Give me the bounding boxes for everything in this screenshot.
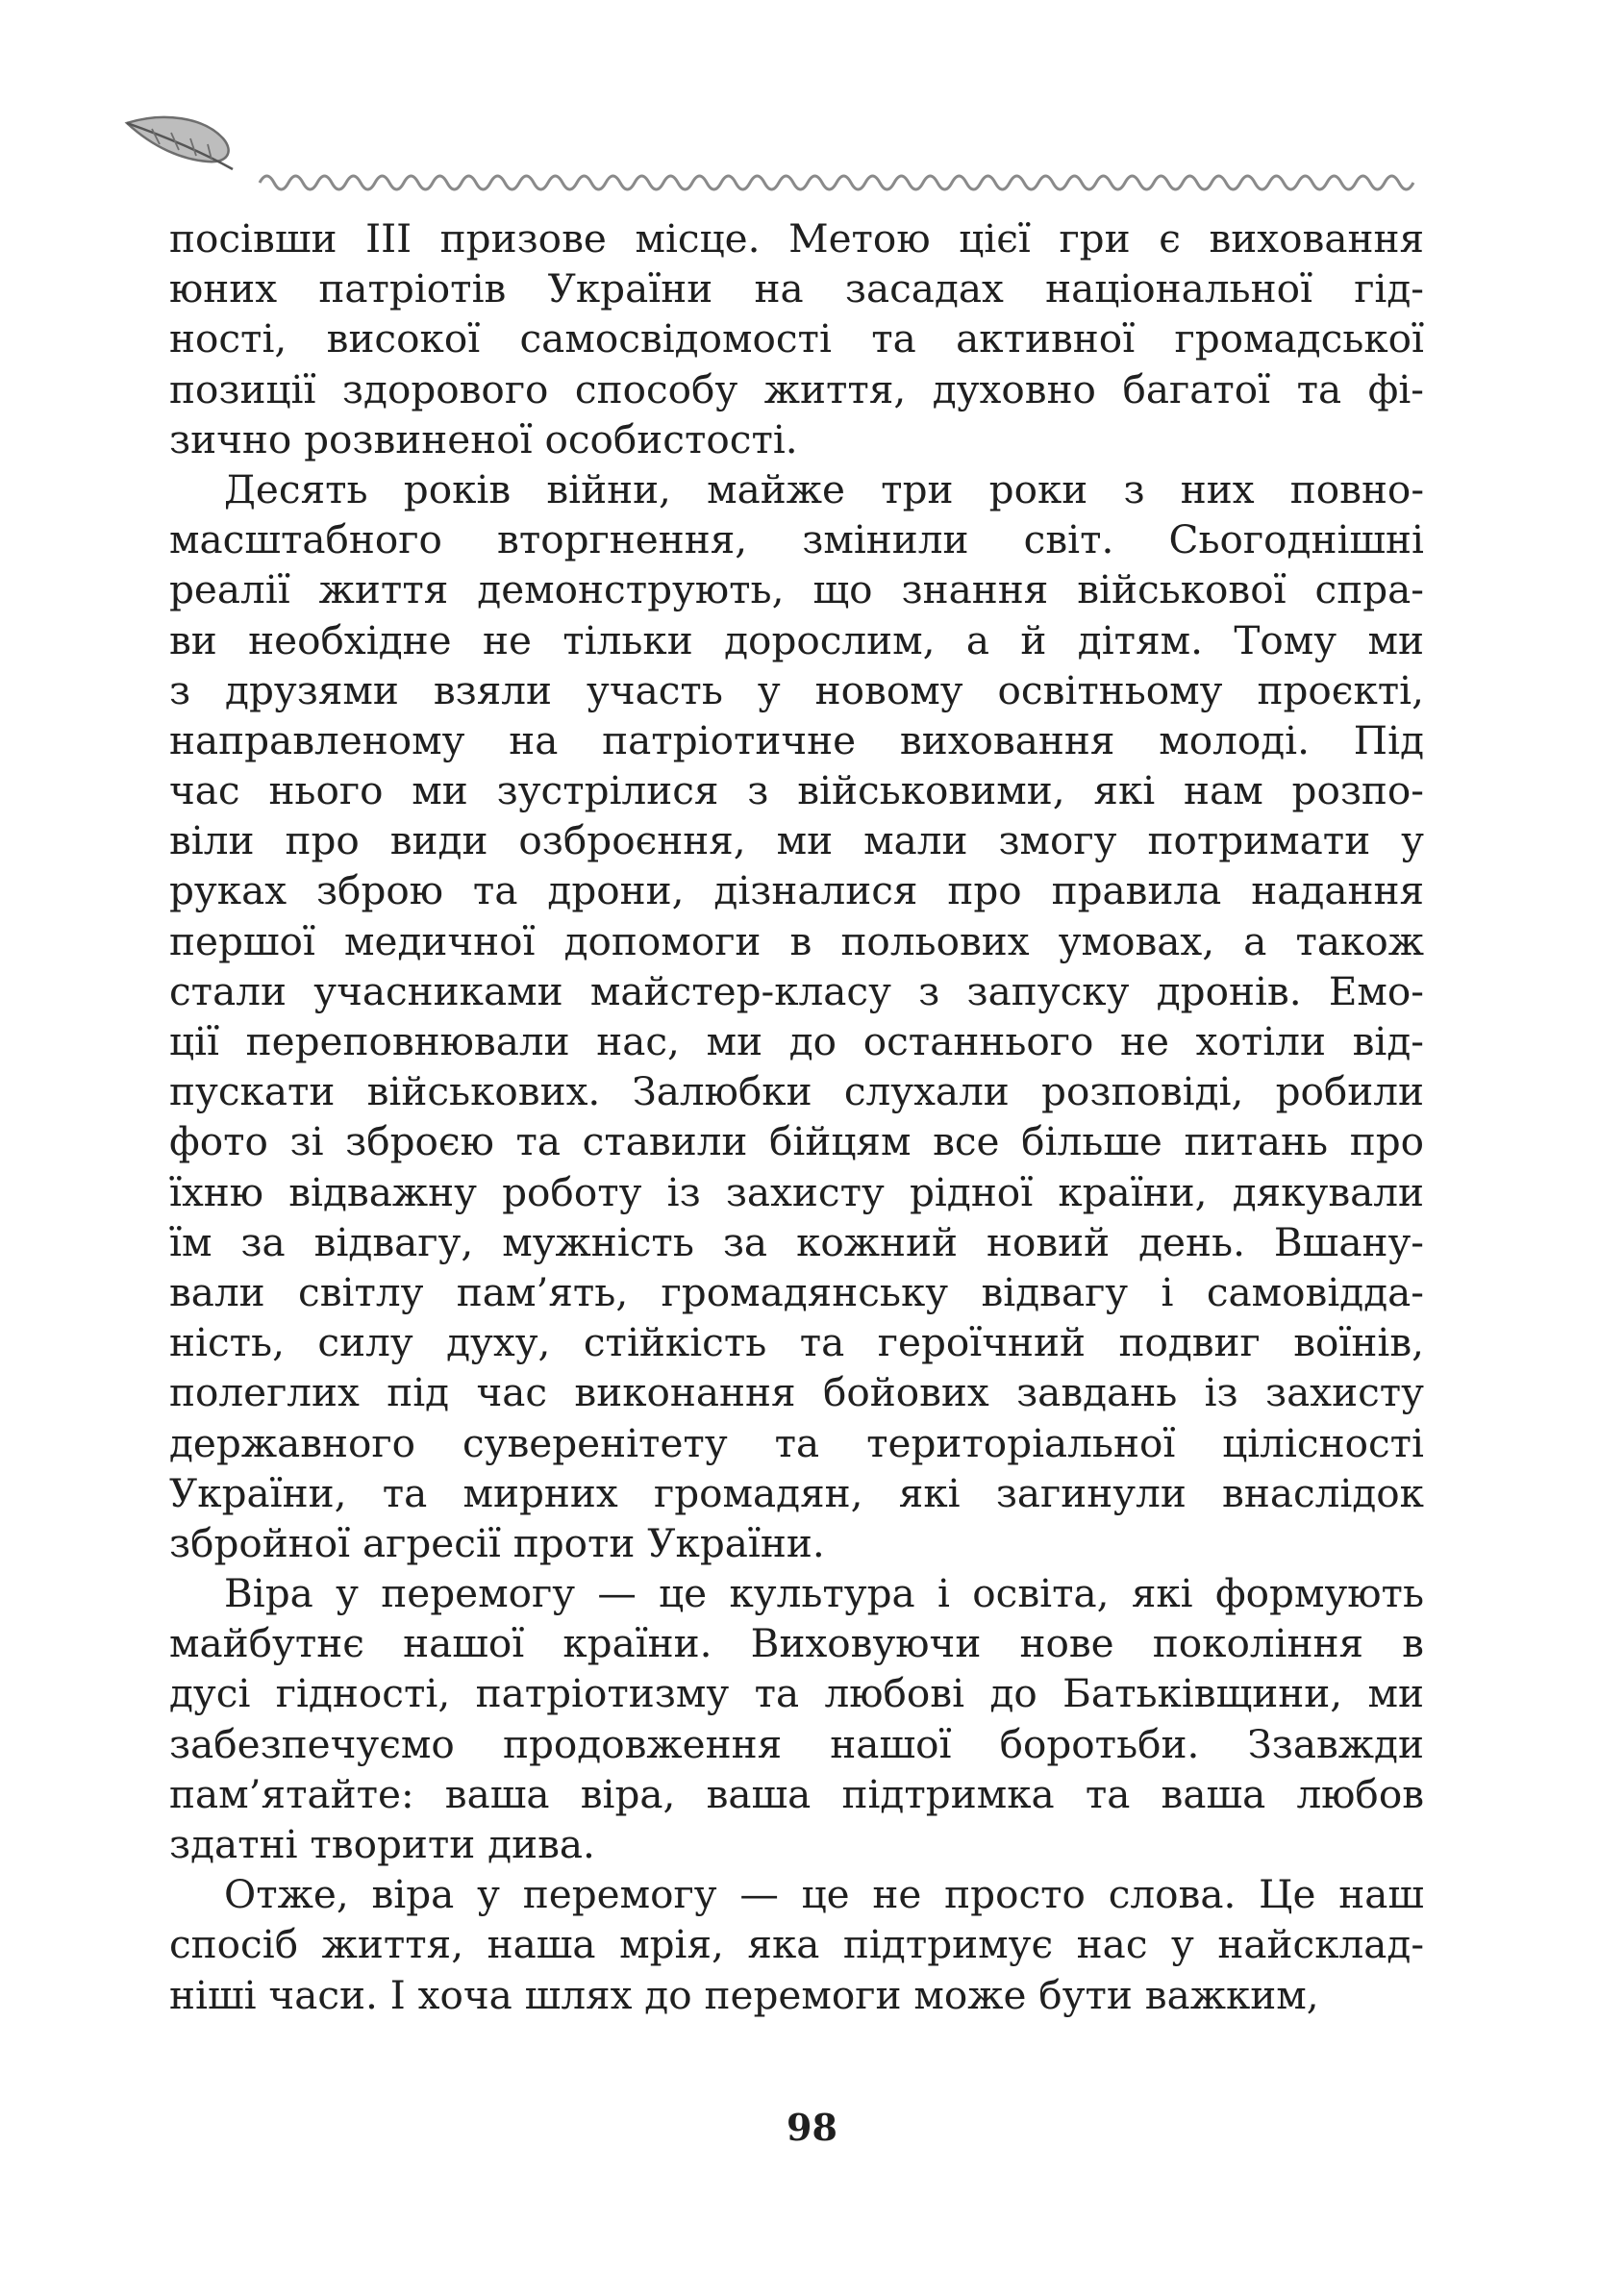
text-line: дусі гідності, патріотизму та любові до Батьківщини, ми [169,1670,1424,1717]
text-line: стали учасниками майстер-класу з запуску дронів. Емо- [169,967,1424,1014]
text-line: реалії життя демонструють, що знання військової спра- [169,566,1424,613]
text-line: їм за відвагу, мужність за кожний новий день. Вшану- [169,1218,1424,1265]
page-number: 98 [787,2106,837,2149]
text-line: пам’ятайте: ваша віра, ваша підтримка та ваша любов [169,1770,1424,1817]
text-line: направленому на патріотичне виховання молоді. Під [169,716,1424,763]
text-line: пускати військових. Залюбки слухали розповіді, робили [169,1068,1424,1115]
text-line: їхню відважну роботу із захисту рідної країни, дякували [169,1168,1424,1215]
body-text [169,213,1424,2020]
text-line: з друзями взяли участь у новому освітньому проєкті, [169,666,1424,713]
text-line: вали світлу пам’ять, громадянську відвагу і самовідда- [169,1268,1424,1315]
text-line: руках зброю та дрони, дізналися про правила надання [169,867,1424,914]
wavy-line [260,176,1413,189]
text-line: ніші часи. І хоча шлях до перемоги може бути важким, [169,1971,1319,2018]
text-line: час нього ми зустрілися з військовими, які нам розпо- [169,767,1424,814]
text-line: збройної агресії проти України. [169,1519,825,1566]
paragraph [169,213,1424,464]
text-line: ції переповнювали нас, ми до останнього не хотіли від- [169,1018,1424,1064]
text-line: ність, силу духу, стійкість та героїчний подвиг воїнів, [169,1319,1424,1366]
paragraph [169,1869,1424,2020]
text-line: Отже, віра у перемогу — це не просто слова. Це наш [224,1871,1424,1918]
text-line: державного суверенітету та територіальної цілісності [169,1419,1424,1466]
text-line: майбутнє нашої країни. Виховуючи нове покоління в [169,1620,1424,1667]
paragraph [169,1568,1424,1869]
text-line: посівши ІІІ призове місце. Метою цієї гри є виховання [169,215,1424,262]
text-line: України, та мирних громадян, які загинули внаслідок [169,1469,1424,1516]
text-line: здатні творити дива. [169,1821,595,1867]
text-line: ви необхідне не тільки дорослим, а й дітям. Тому ми [169,616,1424,663]
text-line: Десять років війни, майже три роки з них повно- [224,465,1424,512]
paragraph [169,464,1424,1568]
text-line: спосіб життя, наша мрія, яка підтримує нас у найсклад- [169,1921,1424,1968]
text-line: масштабного вторгнення, змінили світ. Сьогоднішні [169,516,1424,563]
feather-quill-icon [127,117,233,169]
header-ornament [115,106,1433,212]
text-line: фото зі зброєю та ставили бійцям все більше питань про [169,1118,1424,1165]
text-line: першої медичної допомоги в польових умовах, а також [169,917,1424,964]
text-line: забезпечуємо продовження нашої боротьби. Ззавжди [169,1720,1424,1767]
text-line: віли про види озброєння, ми мали змогу потримати у [169,817,1424,864]
text-line: полеглих під час виконання бойових завдань із захисту [169,1369,1424,1416]
text-line: зично розвиненої особистості. [169,415,798,462]
text-line: Віра у перемогу — це культура і освіта, які формують [224,1570,1424,1617]
text-line: юних патріотів України на засадах національної гід- [169,265,1424,312]
text-line: ності, високої самосвідомості та активної громадської [169,315,1424,362]
text-line: позиції здорового способу життя, духовно багатої та фі- [169,365,1424,412]
